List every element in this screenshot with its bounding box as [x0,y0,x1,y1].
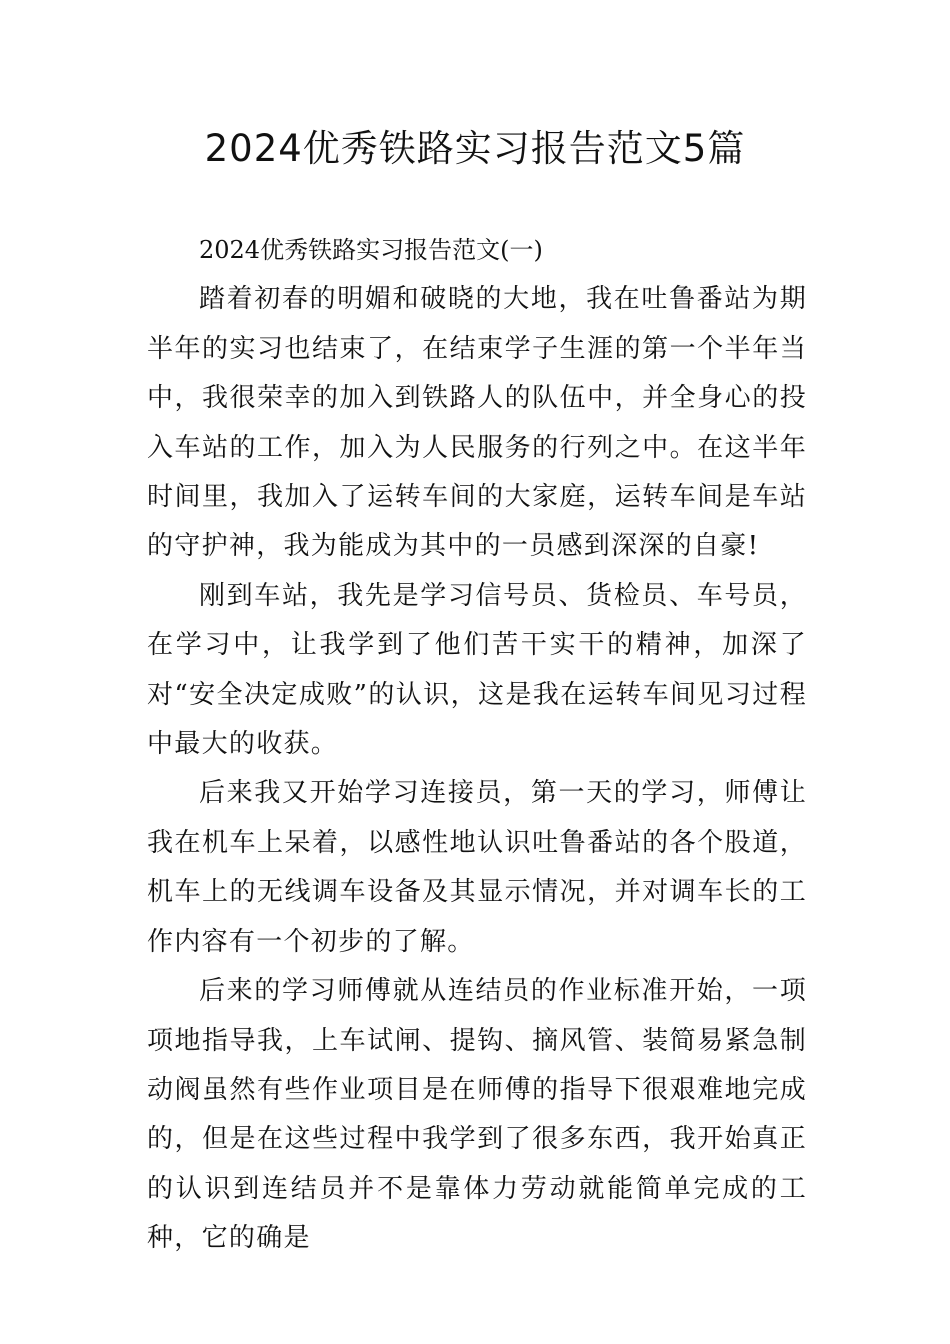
section-heading: 2024优秀铁路实习报告范文(一) [199,236,543,264]
paragraph-3: 后来我又开始学习连接员，第一天的学习，师傅让我在机车上呆着，以感性地认识吐鲁番站的各个股道，机车上的无线调车设备及其显示情况，并对调车长的工作内容有一个初步的了解。 [147,778,807,957]
document-title: 2024优秀铁路实习报告范文5篇 [204,127,746,170]
paragraph-2: 刚到车站，我先是学习信号员、货检员、车号员，在学习中，让我学到了他们苦干实干的精神，加深了对“安全决定成败”的认识，这是我在运转车间见习过程中最大的收获。 [147,580,807,760]
document-body [147,226,807,1264]
paragraph-1: 踏着初春的明媚和破晓的大地，我在吐鲁番站为期半年的实习也结束了，在结束学子生涯的第一个半年当中，我很荣幸的加入到铁路人的队伍中，并全身心的投入车站的工作，加入为人民服务的行列之中。在这半年时间里，我加入了运转车间的大家庭，运转车间是车站的守护神，我为能成为其中的一员感到深深的自豪! [147,284,807,562]
paragraph-4: 后来的学习师傅就从连结员的作业标准开始，一项项地指导我，上车试闸、提钩、摘风管、装简易紧急制动阀虽然有些作业项目是在师傅的指导下很艰难地完成的，但是在这些过程中我学到了很多东西，我开始真正的认识到连结员并不是靠体力劳动就能简单完成的工种，它的确是 [147,976,807,1254]
